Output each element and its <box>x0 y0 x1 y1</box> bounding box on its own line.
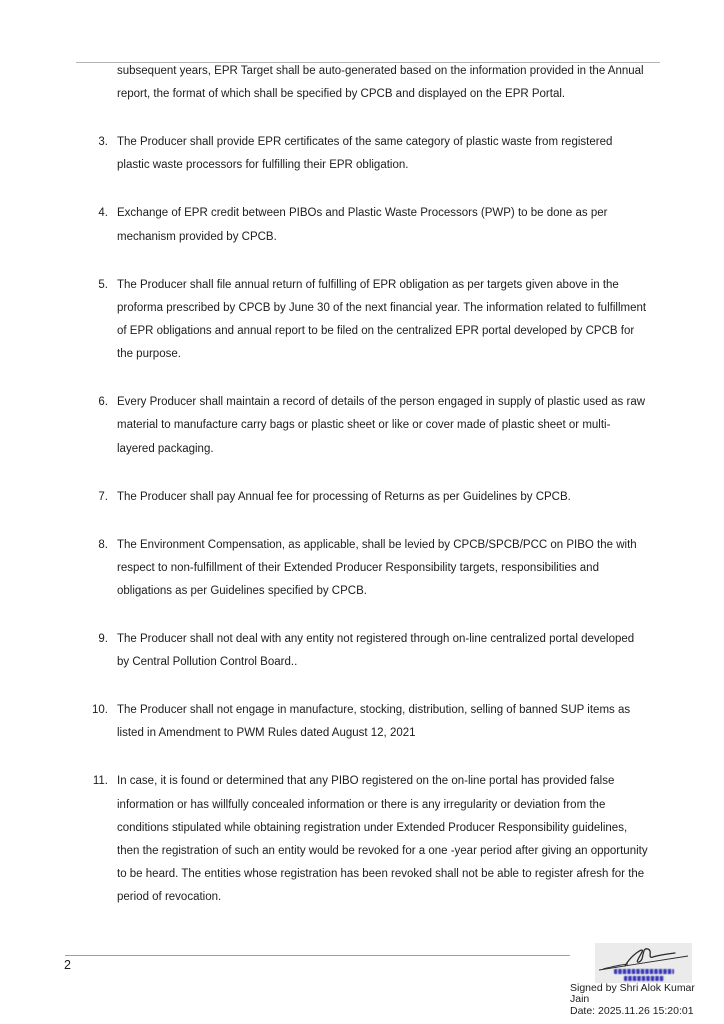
list-item-number: 9. <box>98 633 108 646</box>
signature-date: Date: 2025.11.26 15:20:01 <box>570 1004 694 1017</box>
paragraph-continuation: subsequent years, EPR Target shall be auto-generated based on the information provided in the Annual report, the format of which shall be specified by CPCB and displayed on the EPR Portal. <box>117 65 644 101</box>
signature-image <box>595 943 692 983</box>
list-item <box>98 131 648 177</box>
signature-signed-by: Signed by Shri Alok Kumar Jain <box>570 982 695 1006</box>
list-item-text: The Producer shall file annual return of fulfilling of EPR obligation as per targets given above in the proforma prescribed by CPCB by June 30 of the next financial year. The information related to fulfillment of EPR obligations and annual report to be filed on the centralized EPR portal developed by CPCB for the purpose. <box>117 278 647 361</box>
list-item <box>98 274 648 367</box>
list-item-number: 4. <box>98 207 108 220</box>
list-item-number: 7. <box>98 490 108 503</box>
list-item-text: In case, it is found or determined that any PIBO registered on the on-line portal has provided false information or has willfully concealed information or there is any irregularity or deviation from the conditions stipulated while obtaining registration under Extended Producer Responsibility guidelines, then the registration of such an entity would be revoked for a one -year period after giving an opportunity to be heard. The entities whose registration has been revoked shall not be able to register afresh for the period of revocation. <box>117 775 648 904</box>
list-item <box>92 770 648 909</box>
list-item-text: The Producer shall pay Annual fee for processing of Returns as per Guidelines by CPCB. <box>117 490 571 503</box>
list-item <box>98 486 648 509</box>
list-item <box>92 699 648 745</box>
list-item-number: 11. <box>92 775 108 788</box>
list-item-text: The Producer shall provide EPR certificates of the same category of plastic waste from registered plastic waste processors for fulfilling their EPR obligation. <box>117 136 613 172</box>
list-item-text: Exchange of EPR credit between PIBOs and Plastic Waste Processors (PWP) to be done as per mechanism provided by CPCB. <box>117 207 608 243</box>
list-item-text: The Producer shall not deal with any entity not registered through on-line centralized portal developed by Central Pollution Control Board.. <box>117 633 635 669</box>
list-item-number: 6. <box>98 396 108 409</box>
hindi-stamp-text-line1 <box>614 969 674 974</box>
list-item-number: 3. <box>98 136 108 149</box>
list-item-text: The Environment Compensation, as applicable, shall be levied by CPCB/SPCB/PCC on PIBO the with respect to non-fulfillment of their Extended Producer Responsibility targets, responsibilities and obligations as per Guidelines specified by CPCB. <box>117 538 637 598</box>
list-item <box>98 391 648 461</box>
list-item <box>98 628 648 674</box>
hindi-stamp-text-line2 <box>624 976 664 981</box>
page-number: 2 <box>64 958 71 972</box>
list-item <box>98 534 648 604</box>
list-item-number: 5. <box>98 278 108 291</box>
document-body <box>0 60 724 934</box>
list-item <box>98 202 648 248</box>
list-item-number: 10. <box>92 704 108 717</box>
list-item-text: The Producer shall not engage in manufacture, stocking, distribution, selling of banned SUP items as listed in Amendment to PWM Rules dated August 12, 2021 <box>117 704 631 740</box>
signature-caption <box>570 983 708 1017</box>
numbered-list <box>0 131 724 909</box>
footer-rule <box>65 955 570 956</box>
list-item-number: 8. <box>98 538 108 551</box>
list-item-text: Every Producer shall maintain a record of details of the person engaged in supply of plastic used as raw material to manufacture carry bags or plastic sheet or like or cover made of plastic sheet or multi-layered packaging. <box>117 396 646 455</box>
